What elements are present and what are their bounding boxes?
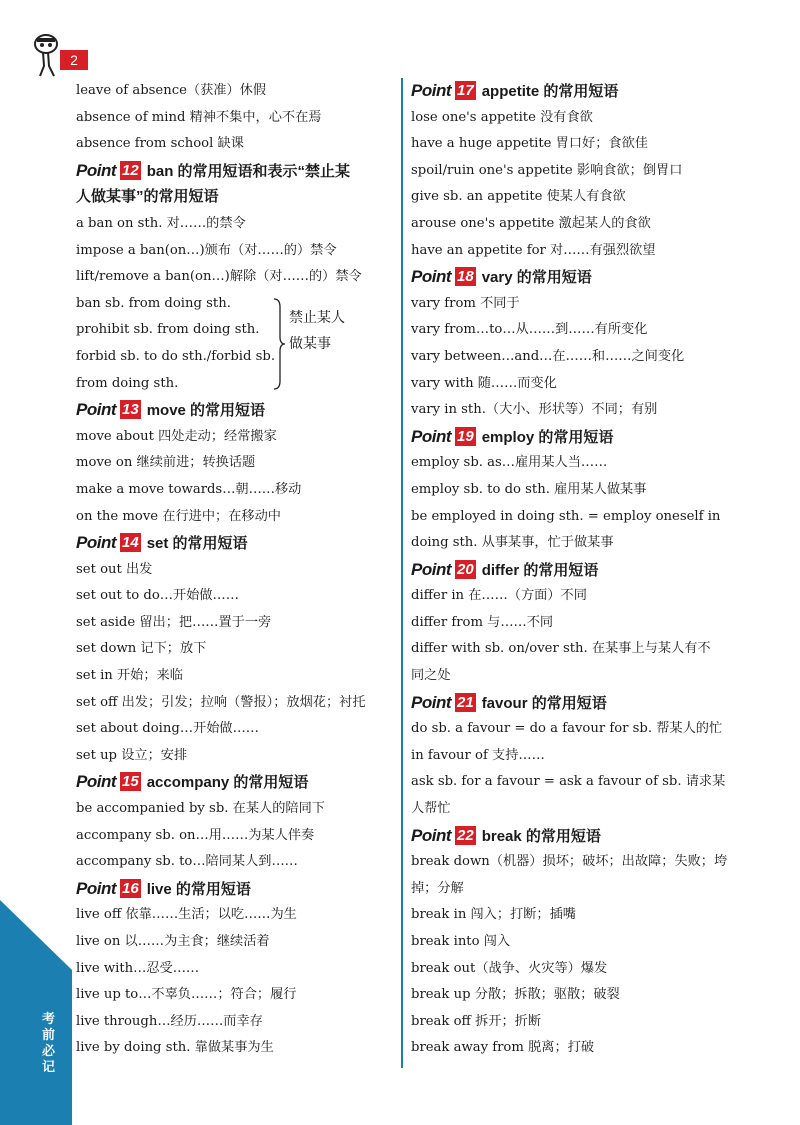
point-label: Point: [411, 825, 451, 845]
phrase-line-cont: 掉；分解: [411, 880, 464, 896]
phrase-line: set in 开始；来临: [76, 668, 183, 684]
phrase-line: prohibit sb. from doing sth.: [76, 322, 260, 338]
phrase-line: set out to do…开始做……: [76, 588, 239, 604]
phrase-line: accompany sb. to…陪同某人到……: [76, 854, 298, 870]
section-title: break 的常用短语: [481, 827, 601, 845]
point-number: 21: [457, 693, 474, 711]
phrase-line: vary in sth.（大小、形状等）不同；有别: [411, 402, 658, 418]
phrase-line: break down（机器）损坏；破坏；出故障；失败；垮: [411, 854, 728, 870]
point-number: 13: [122, 401, 139, 419]
section-title: differ 的常用短语: [481, 561, 599, 579]
point-number: 22: [457, 826, 474, 844]
point-label: Point: [76, 772, 116, 792]
phrase-line: impose a ban(on…)颁布（对……的）禁令: [76, 242, 337, 258]
phrase-line: break out（战争、火灾等）爆发: [411, 960, 608, 976]
section-title: set 的常用短语: [146, 535, 248, 553]
section-title: move 的常用短语: [146, 402, 266, 420]
group-meaning-line: 禁止某人: [289, 309, 345, 326]
phrase-line: move on 继续前进；转换话题: [76, 455, 256, 471]
section-heading-15: [76, 769, 388, 796]
phrase-line: a ban on sth. 对……的禁令: [76, 215, 246, 231]
section-heading-14: [76, 530, 388, 557]
phrase-line: give sb. an appetite 使某人有食欲: [411, 189, 626, 205]
phrase-line: break in 闯入；打断；插嘴: [411, 907, 576, 923]
section-heading-12: [76, 158, 388, 185]
section-heading-17: [411, 78, 723, 105]
page-number: 2: [60, 50, 88, 70]
point-number: 16: [122, 879, 139, 897]
phrase-line: be accompanied by sb. 在某人的陪同下: [76, 801, 325, 817]
phrase-line: vary with 随……而变化: [411, 375, 557, 391]
point-label: Point: [76, 160, 116, 180]
phrase-line: set aside 留出；把……置于一旁: [76, 614, 272, 630]
phrase-line: have an appetite for 对……有强烈欲望: [411, 242, 656, 258]
phrase-line: make a move towards…朝……移动: [76, 481, 302, 497]
point-number: 18: [457, 268, 474, 286]
phrase-line: leave of absence（获准）休假: [76, 83, 267, 98]
phrase-line: employ sb. to do sth. 雇用某人做某事: [411, 481, 647, 497]
section-heading-21: [411, 690, 723, 717]
phrase-line: differ with sb. on/over sth. 在某事上与某人有不: [411, 641, 711, 657]
point-number: 19: [457, 427, 474, 445]
phrase-line: set down 记下；放下: [76, 641, 207, 657]
point-number: 20: [457, 560, 474, 578]
brace-icon: [272, 297, 286, 391]
phrase-line: set off 出发；引发；拉响（警报）；放烟花；衬托: [76, 694, 366, 710]
phrase-line: vary from 不同于: [411, 295, 520, 311]
phrase-group: [76, 291, 388, 397]
section-title: vary 的常用短语: [481, 269, 592, 287]
phrase-line: accompany sb. on…用……为某人伴奏: [76, 827, 315, 843]
point-label: Point: [76, 400, 116, 420]
section-title: live 的常用短语: [146, 880, 251, 898]
section-title-cont: 人做某事”的常用短语: [76, 188, 219, 206]
phrase-line-cont: doing sth. 从事某事，忙于做某事: [411, 535, 614, 551]
phrase-line: live up to…不辜负……；符合；履行: [76, 987, 297, 1003]
phrase-line: differ in 在……（方面）不同: [411, 588, 587, 604]
phrase-line: break up 分散；拆散；驱散；破裂: [411, 987, 620, 1003]
point-label: Point: [411, 692, 451, 712]
section-heading-13: [76, 397, 388, 424]
phrase-line: live through…经历……而幸存: [76, 1013, 263, 1029]
phrase-line: employ sb. as…雇用某人当……: [411, 455, 608, 471]
phrase-line: lift/remove a ban(on…)解除（对……的）禁令: [76, 269, 362, 285]
section-title: appetite 的常用短语: [481, 83, 619, 100]
point-number: 12: [122, 161, 139, 179]
phrase-line: break into 闯入: [411, 934, 511, 949]
section-heading-22: [411, 823, 723, 850]
phrase-line: in favour of 支持……: [411, 747, 545, 763]
phrase-line: have a huge appetite 胃口好；食欲佳: [411, 136, 648, 152]
phrase-line: lose one's appetite 没有食欲: [411, 109, 593, 125]
point-label: Point: [411, 267, 451, 287]
phrase-line: from doing sth.: [76, 375, 179, 391]
phrase-line: break away from 脱离；打破: [411, 1040, 595, 1056]
section-title: accompany 的常用短语: [146, 774, 309, 792]
phrase-line: absence from school 缺课: [76, 136, 244, 152]
point-label: Point: [76, 878, 116, 898]
phrase-line: absence of mind 精神不集中，心不在焉: [76, 109, 322, 125]
section-heading-19: [411, 424, 723, 451]
left-column: [76, 78, 388, 1062]
point-label: Point: [411, 426, 451, 446]
phrase-line-cont: 同之处: [411, 668, 451, 684]
phrase-line: set out 出发: [76, 561, 153, 577]
phrase-line: ban sb. from doing sth.: [76, 295, 231, 311]
group-meaning-line: 做某事: [289, 336, 331, 353]
phrase-line: arouse one's appetite 激起某人的食欲: [411, 215, 651, 231]
point-label: Point: [411, 81, 451, 100]
phrase-line: differ from 与……不同: [411, 614, 554, 630]
section-title: employ 的常用短语: [481, 428, 614, 446]
column-divider: [401, 78, 403, 1068]
section-heading-16: [76, 876, 388, 903]
section-title: favour 的常用短语: [481, 694, 607, 712]
phrase-line: live on 以……为主食；继续活着: [76, 934, 270, 950]
point-number: 17: [457, 82, 474, 99]
phrase-line: forbid sb. to do sth./forbid sb.: [76, 348, 276, 364]
phrase-line: set about doing…开始做……: [76, 721, 259, 737]
section-heading-18: [411, 264, 723, 291]
side-label: 考前必记: [42, 1012, 56, 1075]
phrase-line: break off 拆开；折断: [411, 1013, 542, 1029]
phrase-line: set up 设立；安排: [76, 747, 188, 763]
point-number: 14: [122, 534, 139, 552]
phrase-line: live by doing sth. 靠做某事为生: [76, 1040, 274, 1056]
phrase-line-cont: 人帮忙: [411, 801, 451, 817]
point-number: 15: [122, 773, 139, 791]
right-column: [411, 78, 728, 1062]
section-title: ban 的常用短语和表示“禁止某: [146, 162, 351, 180]
phrase-line: do sb. a favour = do a favour for sb. 帮某人的忙: [411, 721, 723, 737]
phrase-line: spoil/ruin one's appetite 影响食欲；倒胃口: [411, 162, 683, 178]
phrase-line: vary between…and…在……和……之间变化: [411, 348, 685, 364]
phrase-line: move about 四处走动；经常搬家: [76, 428, 277, 444]
phrase-line: ask sb. for a favour = ask a favour of sb. 请求某: [411, 774, 726, 790]
phrase-line: live with…忍受……: [76, 960, 200, 976]
section-heading-20: [411, 557, 723, 584]
group-meaning: [289, 305, 345, 358]
phrase-line: live off 依靠……生活；以吃……为生: [76, 907, 297, 923]
point-label: Point: [411, 559, 451, 579]
phrase-line: be employed in doing sth. = employ oneself in: [411, 508, 721, 524]
phrase-line: on the move 在行进中；在移动中: [76, 508, 281, 524]
phrase-line: vary from…to…从……到……有所变化: [411, 322, 648, 338]
point-label: Point: [76, 533, 116, 553]
